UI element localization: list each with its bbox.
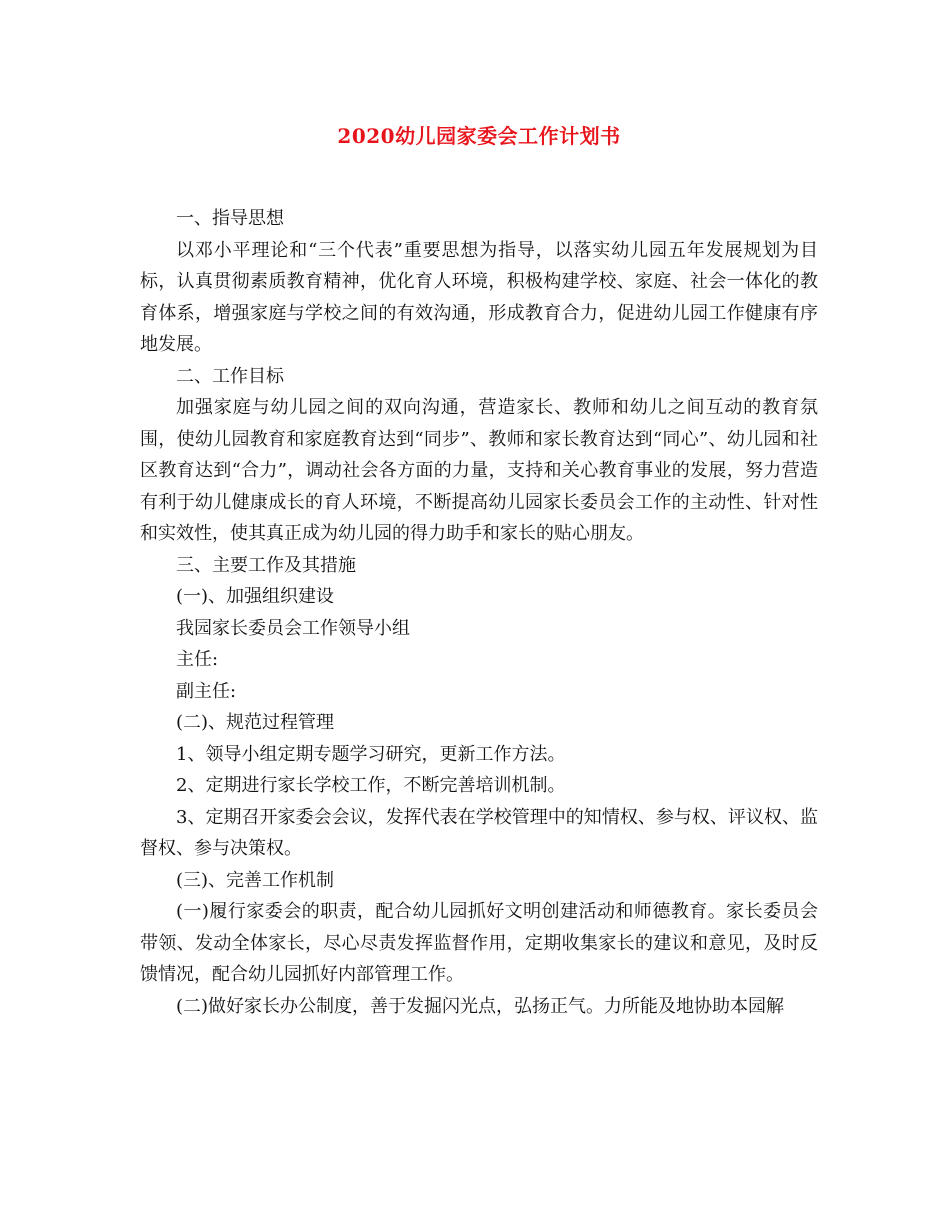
paragraph-deputy-director: 副主任:: [176, 680, 237, 702]
paragraph-work-goals: 加强家庭与幼儿园之间的双向沟通，营造家长、教师和幼儿之间互动的教育氛围，使幼儿园教育和家庭教育达到“同步”、教师和家长教育达到“同心”、幼儿园和社区教育达到“合力”，调动社会各方面的力量，支持和关心教育事业的发展，努力营造有利于幼儿健康成长的育人环境，不断提高幼儿园家长委员会工作的主动性、针对性和实效性，使其真正成为幼儿园的得力助手和家长的贴心朋友。: [140, 397, 818, 544]
subheading-organization: (一)、加强组织建设: [176, 586, 335, 607]
section-heading-main-work: 三、主要工作及其措施: [176, 554, 356, 576]
section-heading-guiding-ideology: 一、指导思想: [176, 208, 284, 229]
document-body: [140, 203, 818, 1022]
section-heading-work-goals: 二、工作目标: [176, 365, 284, 387]
document-title: 2020幼儿园家委会工作计划书: [337, 124, 621, 148]
list-item-3: 3、定期召开家委会会议，发挥代表在学校管理中的知情权、参与权、评议权、监督权、参与决策权。: [140, 806, 818, 859]
list-item-2: 2、定期进行家长学校工作，不断完善培训机制。: [176, 775, 566, 796]
paragraph-mechanism-2: (二)做好家长办公制度，善于发掘闪光点，弘扬正气。力所能及地协助本园解: [176, 995, 785, 1017]
paragraph-guiding-ideology: 以邓小平理论和“三个代表”重要思想为指导，以落实幼儿园五年发展规划为目标，认真贯彻素质教育精神，优化育人环境，积极构建学校、家庭、社会一体化的教育体系，增强家庭与学校之间的有效沟通，形成教育合力，促进幼儿园工作健康有序地发展。: [140, 239, 818, 355]
paragraph-director: 主任:: [176, 649, 219, 670]
list-item-1: 1、领导小组定期专题学习研究，更新工作方法。: [176, 743, 566, 765]
paragraph-leadership-group: 我园家长委员会工作领导小组: [176, 617, 410, 639]
subheading-work-mechanism: (三)、完善工作机制: [176, 869, 335, 891]
subheading-process-management: (二)、规范过程管理: [176, 712, 335, 733]
paragraph-mechanism-1: (一)履行家委会的职责，配合幼儿园抓好文明创建活动和师德教育。家长委员会带领、发动全体家长，尽心尽责发挥监督作用，定期收集家长的建议和意见，及时反馈情况，配合幼儿园抓好内部管理工作。: [140, 901, 818, 985]
